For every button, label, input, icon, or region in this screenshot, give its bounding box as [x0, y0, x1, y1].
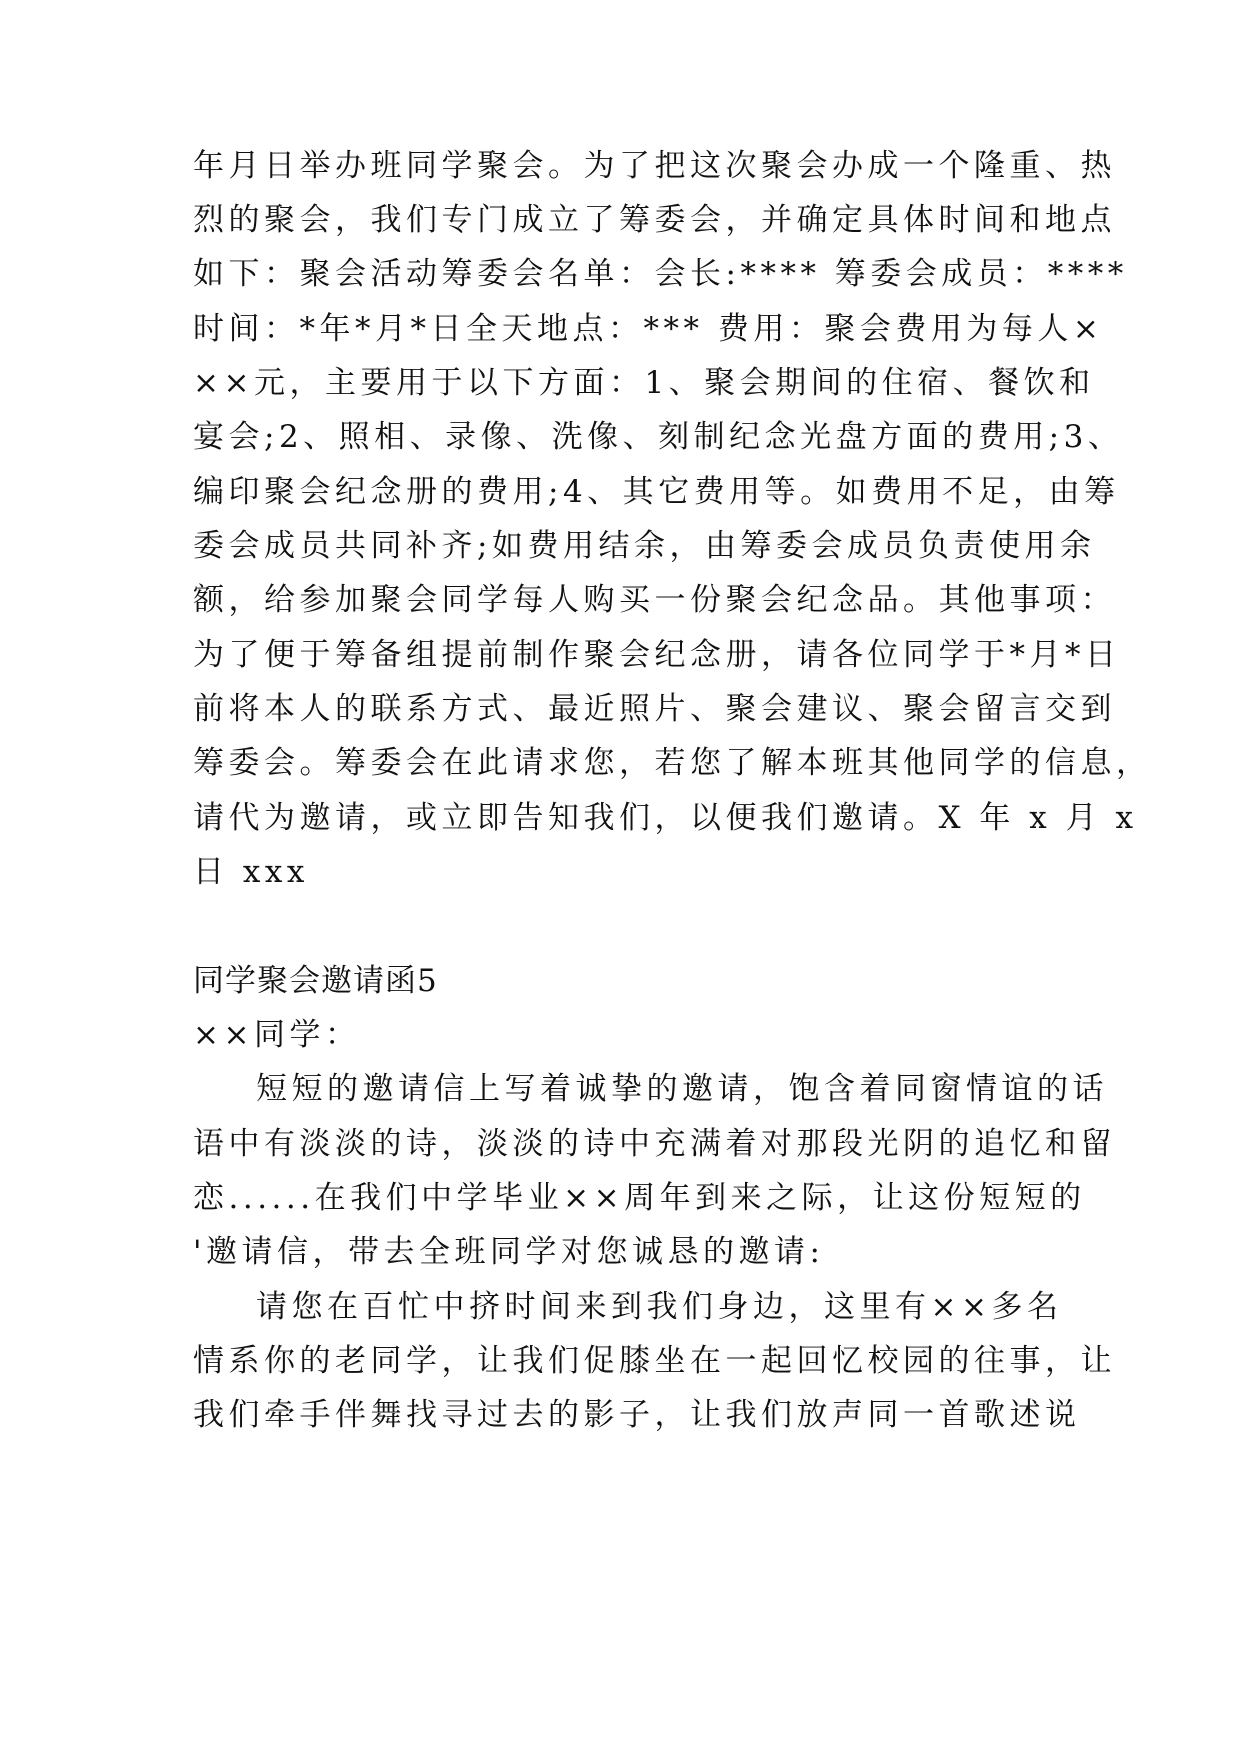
paragraph-line: 我们牵手伴舞找寻过去的影子，让我们放声同一首歌述说: [193, 1397, 1081, 1433]
paragraph-line: 额，给参加聚会同学每人购买一份聚会纪念品。其他事项：: [193, 582, 1116, 618]
paragraph-line: 请代为邀请，或立即告知我们，以便我们邀请。X 年 x 月 x: [193, 800, 1138, 836]
paragraph-line: 时间：*年*月*日全天地点：*** 费用：聚会费用为每人×: [193, 311, 1104, 347]
paragraph-line: 编印聚会纪念册的费用;4、其它费用等。如费用不足，由筹: [193, 474, 1120, 510]
paragraph-line: 情系你的老同学，让我们促膝坐在一起回忆校园的往事，让: [193, 1343, 1116, 1379]
paragraph-line: 为了便于筹备组提前制作聚会纪念册，请各位同学于*月*日: [193, 637, 1121, 673]
paragraph-line: '邀请信，带去全班同学对您诚恳的邀请:: [193, 1234, 825, 1270]
paragraph-line: 语中有淡淡的诗，淡淡的诗中充满着对那段光阴的追忆和留: [193, 1126, 1116, 1162]
paragraph-line: 日 xxx: [193, 854, 309, 890]
paragraph-line: 短短的邀请信上写着诚挚的邀请，饱含着同窗情谊的话: [256, 1071, 1108, 1107]
paragraph-line: 如下：聚会活动筹委会名单：会长:**** 筹委会成员：****: [193, 256, 1128, 292]
paragraph-line: 请您在百忙中挤时间来到我们身边，这里有××多名: [256, 1289, 1063, 1325]
paragraph-line: 前将本人的联系方式、最近照片、聚会建议、聚会留言交到: [193, 691, 1116, 727]
letter-title: 同学聚会邀请函5: [193, 963, 438, 999]
paragraph-line: 烈的聚会，我们专门成立了筹委会，并确定具体时间和地点: [193, 202, 1116, 238]
paragraph-line: 委会成员共同补齐;如费用结余，由筹委会成员负责使用余: [193, 528, 1096, 564]
paragraph-line: 筹委会。筹委会在此请求您，若您了解本班其他同学的信息，: [193, 745, 1152, 781]
paragraph-line: 年月日举办班同学聚会。为了把这次聚会办成一个隆重、热: [193, 148, 1116, 184]
salutation: ××同学：: [193, 1017, 361, 1053]
paragraph-line: 宴会;2、照相、录像、洗像、刻制纪念光盘方面的费用;3、: [193, 419, 1124, 455]
paragraph-line: 恋......在我们中学毕业××周年到来之际，让这份短短的: [193, 1180, 1086, 1216]
paragraph-line: ××元，主要用于以下方面：1、聚会期间的住宿、餐饮和: [193, 365, 1095, 401]
